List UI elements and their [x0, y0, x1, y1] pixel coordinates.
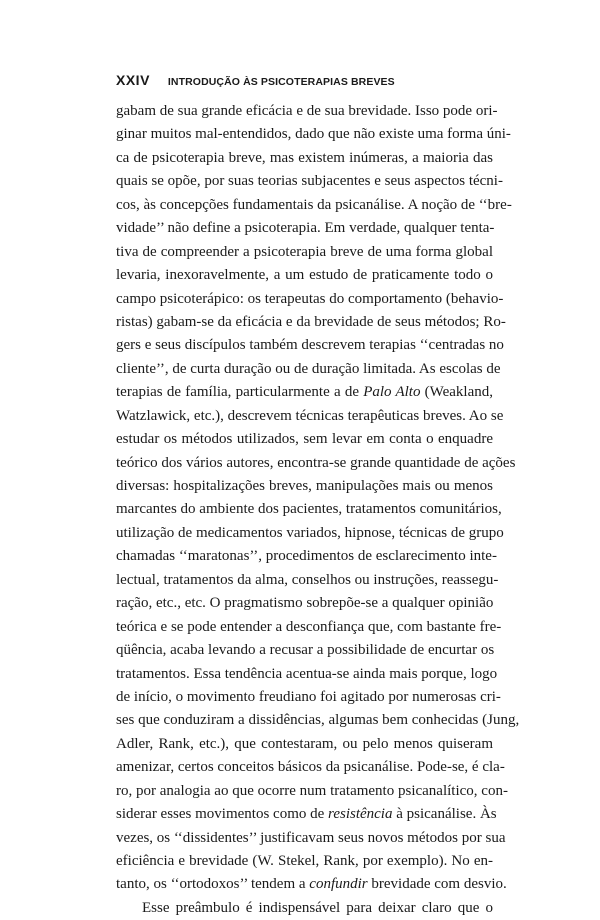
text-segment: tiva de compreender a psicoterapia breve de uma forma global — [116, 243, 493, 260]
text-segment: eficiência e brevidade (W. Stekel, Rank, por exemplo). No en- — [116, 853, 493, 869]
text-segment: tratamentos. Essa tendência acentua-se ainda mais porque, logo — [116, 665, 498, 682]
page-header — [116, 72, 496, 92]
text-segment: tanto, os ‘‘ortodoxos’’ tendem a — [116, 876, 310, 893]
text-line — [116, 288, 504, 311]
text-segment: vidade’’ não define a psicoterapia. Em verdade, qualquer tenta- — [116, 220, 495, 237]
text-line — [116, 592, 493, 615]
text-segment: ro, por analogia ao que ocorre num tratamento psicanalítico, con- — [116, 782, 508, 799]
running-head: INTRODUÇÃO ÀS PSICOTERAPIAS BREVES — [167, 76, 395, 88]
text-segment: chamadas ‘‘maratonas’’, procedimentos de esclarecimento inte- — [116, 548, 497, 565]
text-line — [116, 873, 507, 896]
text-segment: teórica e se pode entender a desconfiança que, com bastante fre- — [116, 618, 502, 635]
page-number: XXIV — [116, 72, 150, 88]
text-line — [116, 170, 503, 193]
text-segment: marcantes do ambiente dos pacientes, tratamentos comunitários, — [116, 501, 502, 518]
text-segment: utilização de medicamentos variados, hipnose, técnicas de grupo — [116, 524, 504, 541]
text-line — [116, 827, 506, 850]
text-line — [116, 522, 504, 545]
text-line — [116, 123, 511, 146]
text-segment: gers e seus discípulos também descrevem terapias ‘‘centradas no — [116, 337, 504, 354]
text-segment: ses que conduziram a dissidências, algumas bem conhecidas (Jung, — [116, 712, 520, 729]
text-segment: cos, às concepções fundamentais da psicanálise. A noção de ‘‘bre- — [116, 196, 512, 213]
text-line — [116, 100, 498, 123]
italic-term: resistência — [328, 806, 393, 823]
text-segment: quais se opõe, por suas teorias subjacentes e seus aspectos técni- — [116, 173, 503, 190]
text-line — [116, 475, 493, 498]
text-segment: brevidade com desvio. — [367, 876, 507, 893]
text-line — [116, 663, 498, 686]
text-line — [116, 264, 493, 287]
italic-term: Palo Alto — [363, 384, 421, 401]
italic-term: confundir — [309, 876, 368, 893]
text-line — [116, 334, 504, 357]
text-segment: lectual, tratamentos da alma, conselhos ou instruções, reassegu- — [116, 571, 499, 588]
text-segment: ginar muitos mal-entendidos, dado que não existe uma forma úni- — [116, 126, 511, 143]
text-line — [116, 709, 520, 732]
text-segment: teórico dos vários autores, encontra-se grande quantidade de ações — [116, 454, 516, 471]
text-segment: Watzlawick, etc.), descrevem técnicas terapêuticas breves. Ao se — [116, 407, 504, 424]
text-segment: amenizar, certos conceitos básicos da psicanálise. Pode-se, é cla- — [116, 759, 505, 776]
text-segment: gabam de sua grande eficácia e de sua brevidade. Isso pode ori- — [116, 103, 498, 119]
text-segment: à psicanálise. Às — [392, 806, 497, 823]
text-line — [116, 428, 493, 451]
text-segment: de início, o movimento freudiano foi agitado por numerosas cri- — [116, 688, 501, 705]
text-line — [116, 897, 493, 920]
text-segment: diversas: hospitalizações breves, manipulações mais ou menos — [116, 478, 493, 494]
text-segment: cliente’’, de curta duração ou de duração limitada. As escolas de — [116, 360, 501, 377]
text-segment: Adler, Rank, etc.), que contestaram, ou pelo menos quiseram — [116, 735, 493, 752]
text-line — [116, 803, 497, 826]
text-segment: ca de psicoterapia breve, mas existem inúmeras, a maioria das — [116, 149, 493, 166]
text-line — [116, 405, 504, 428]
text-segment: siderar esses movimentos como de — [116, 806, 329, 823]
text-line — [116, 194, 512, 217]
text-line — [116, 756, 505, 779]
text-segment: ristas) gabam-se da eficácia e da brevidade de seus métodos; Ro- — [116, 313, 506, 330]
text-line — [116, 381, 493, 404]
text-segment: campo psicoterápico: os terapeutas do comportamento (behavio- — [116, 290, 504, 307]
text-line — [116, 498, 502, 521]
text-segment: levaria, inexoravelmente, a um estudo de praticamente todo o — [116, 267, 493, 284]
text-line — [116, 358, 501, 381]
body-text — [116, 100, 520, 920]
text-line — [116, 686, 501, 709]
text-segment: (Weakland, — [420, 384, 493, 401]
text-line — [116, 569, 499, 592]
text-line — [116, 545, 497, 568]
text-segment: ração, etc., etc. O pragmatismo sobrepõe-se a qualquer opinião — [116, 595, 494, 612]
text-line — [116, 616, 502, 639]
text-segment: terapias de família, particularmente a de — [116, 384, 364, 401]
text-segment: vezes, os ‘‘dissidentes’’ justificavam seus novos métodos por sua — [116, 829, 506, 846]
text-segment: estudar os métodos utilizados, sem levar em conta o enquadre — [116, 431, 493, 448]
text-line — [116, 311, 506, 334]
text-line — [116, 639, 493, 662]
text-line — [116, 147, 493, 170]
text-segment: qüência, acaba levando a recusar a possibilidade de encurtar os — [116, 642, 495, 659]
text-line — [116, 452, 516, 475]
text-line — [116, 850, 493, 873]
text-line — [116, 241, 493, 264]
text-line — [116, 733, 493, 756]
text-line — [116, 217, 493, 240]
text-segment: Esse preâmbulo é indispensável para deixar claro que o — [142, 899, 493, 916]
